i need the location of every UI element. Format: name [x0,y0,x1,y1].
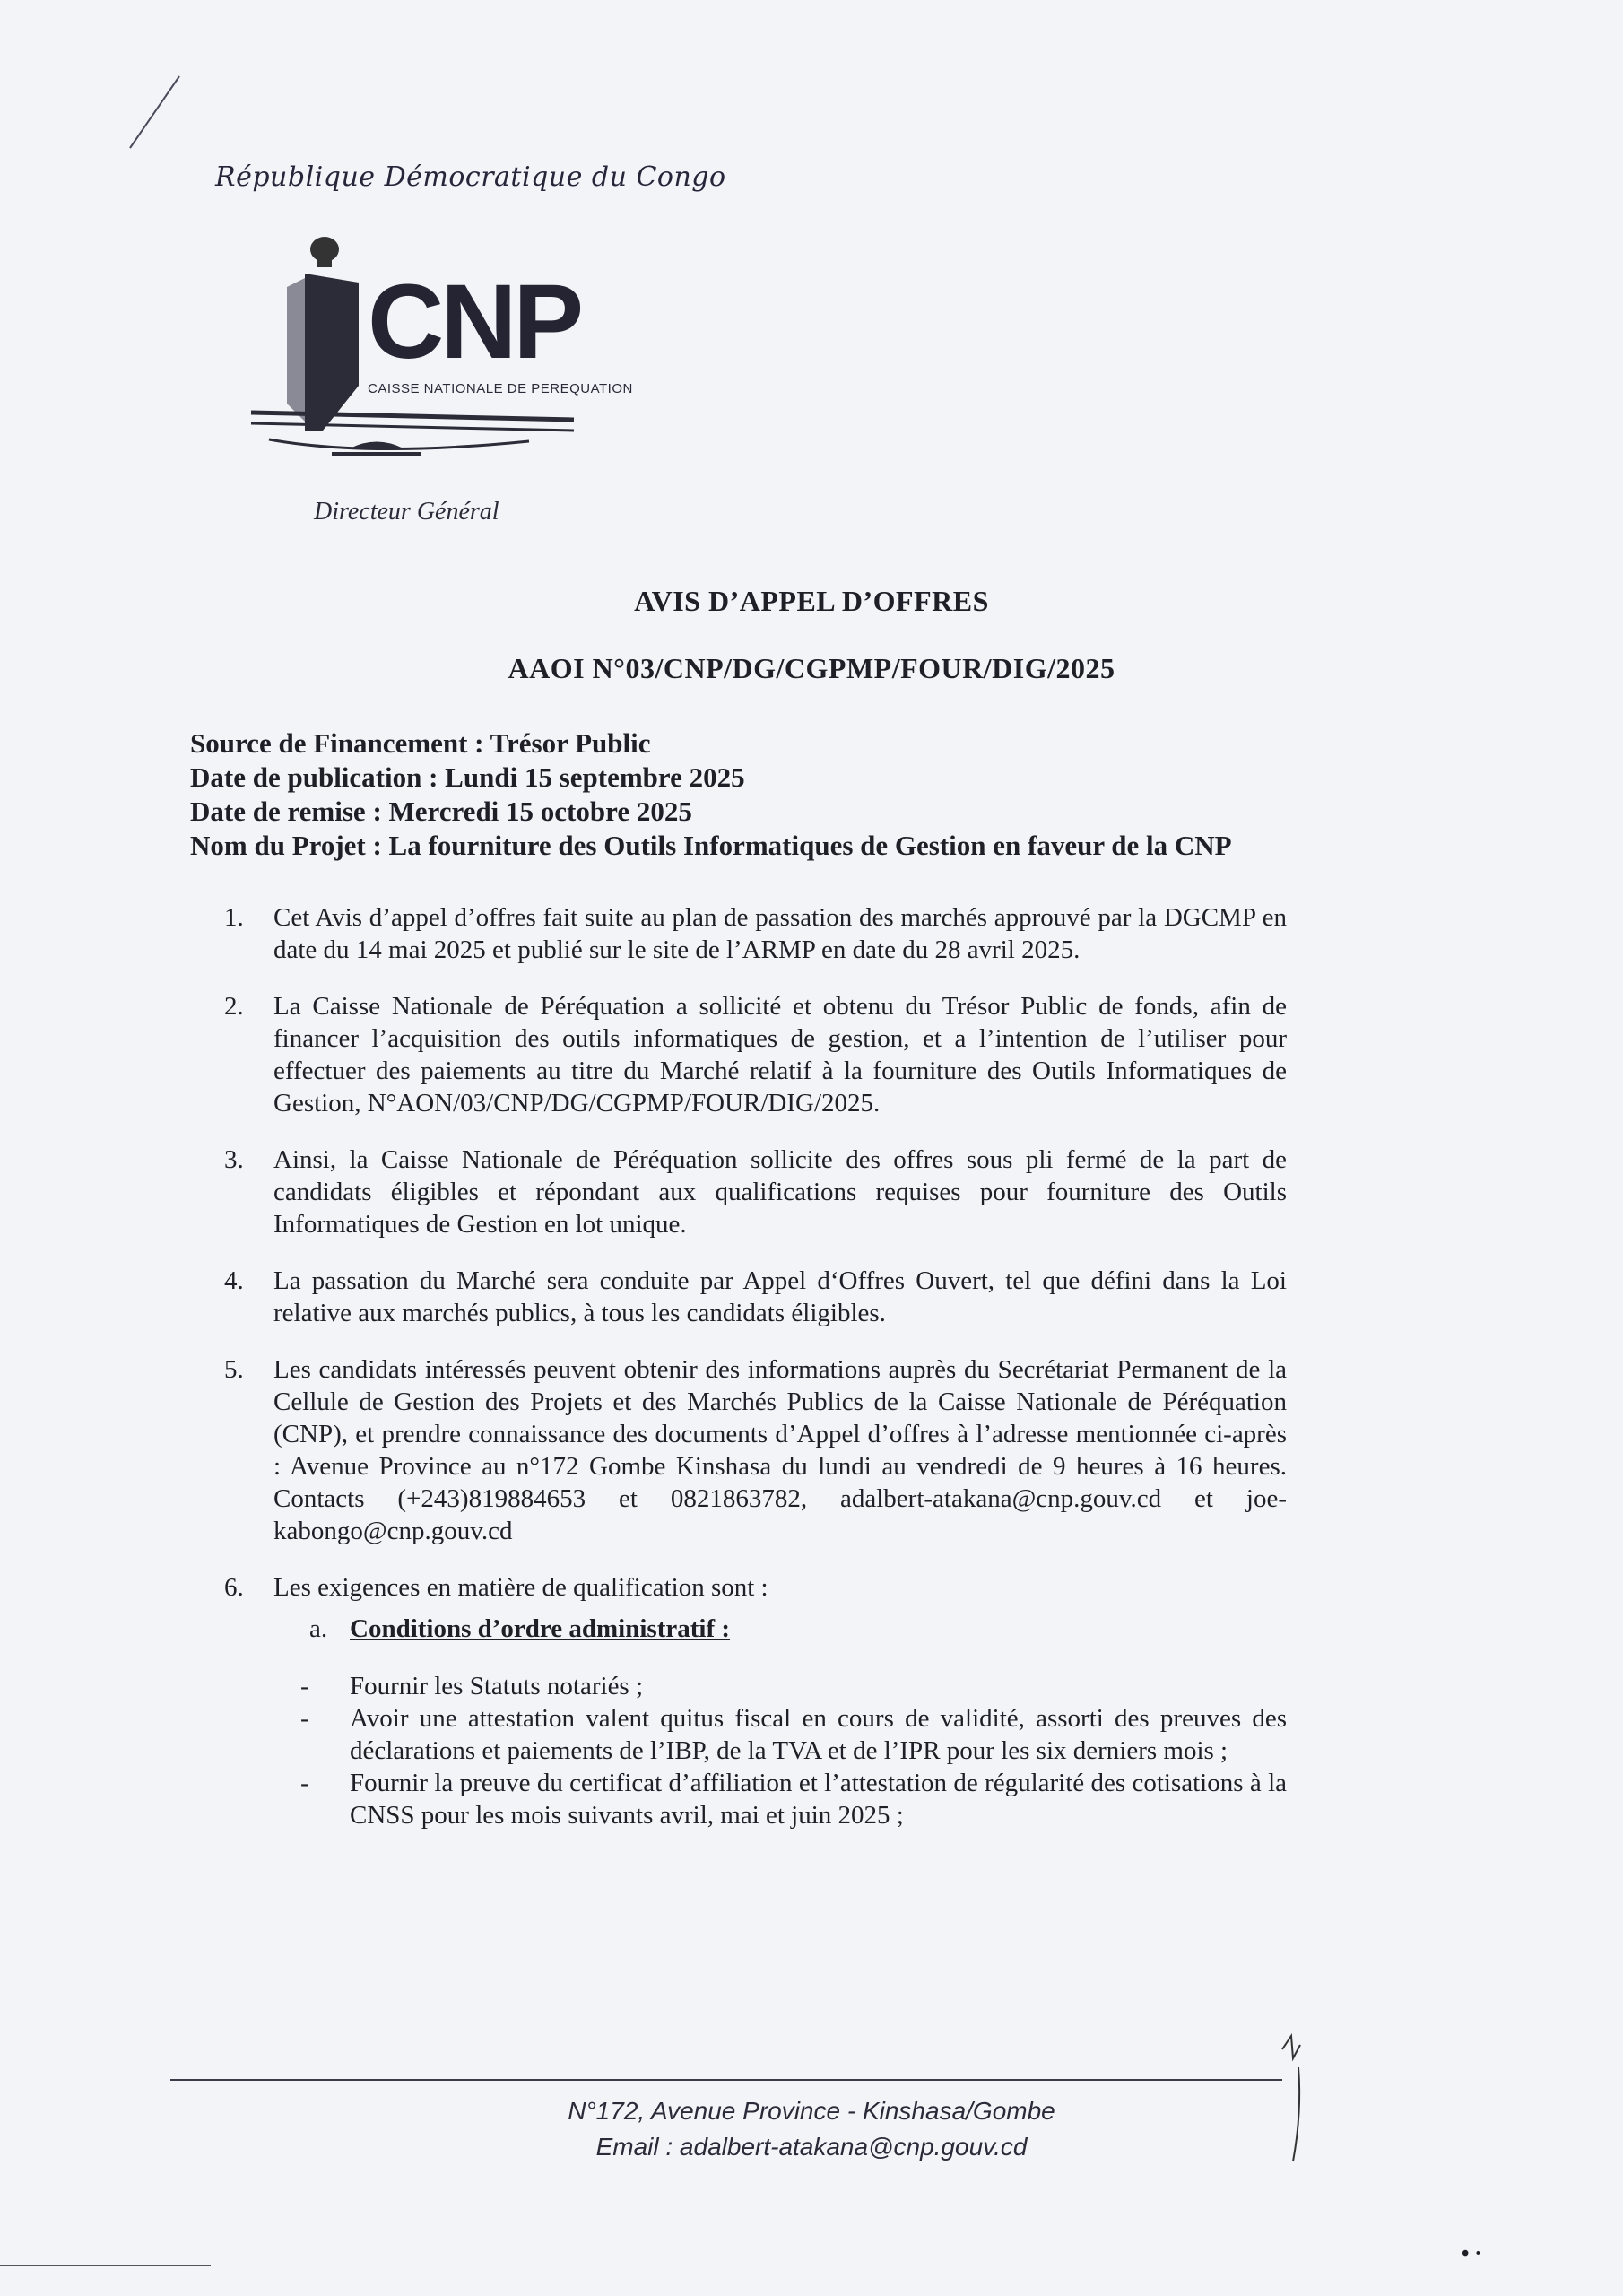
item-text: Ainsi, la Caisse Nationale de Péréquation sollicite des offres sous pli fermé de la part de candidats éligibles et répondant aux qualifications requises pour fourniture des Outils Informatiques de Gestion en lot unique. [273,1145,1287,1239]
item-number: 2. [224,992,244,1021]
submission-date: Date de remise : Mercredi 15 octobre 2025 [190,796,692,827]
item-number: 1. [224,903,244,932]
dash-bullet: - [300,1769,309,1797]
cnp-logo [233,233,633,466]
logo-wordmark: CNP [368,263,581,381]
republic-heading: République Démocratique du Congo [215,161,726,193]
bullet-text: Fournir la preuve du certificat d’affiliation et l’attestation de régularité des cotisations à la CNSS pour les mois suivants avril, mai et juin 2025 ; [350,1769,1287,1830]
item-number: 5. [224,1355,244,1384]
sub-section-letter: a. [309,1614,328,1643]
list-item [224,1144,1287,1240]
logo-subtitle: CAISSE NATIONALE DE PEREQUATION [368,381,633,396]
list-item [224,1353,1287,1547]
bullet-text: Avoir une attestation valent quitus fiscal en cours de validité, assorti des preuves des déclarations et paiements de l’IBP, de la TVA et de l’IPR pour les six derniers mois ; [350,1704,1287,1765]
item-text: Les candidats intéressés peuvent obtenir des informations auprès du Secrétariat Permanent de la Cellule de Gestion des Projets et des Marchés Publics de la Caisse Nationale de Péréquation (CNP), et prendre connaissance des documents d’Appel d’offres à l’adresse mentionnée ci-après : Avenue Province au n°172 Gombe Kinshasa du lundi au vendredi de 9 heures à 16 heures. Contacts (+243)819884653 et 0821863782, adalbert-atakana@cnp.gouv.cd et joe-kabongo@cnp.gouv.cd [273,1355,1287,1545]
item-text: Cet Avis d’appel d’offres fait suite au plan de passation des marchés approuvé par la DGCMP en date du 14 mai 2025 et publié sur le site de l’ARMP en date du 28 avril 2025. [273,903,1287,964]
footer-address: N°172, Avenue Province - Kinshasa/Gombe [568,2097,1055,2125]
item-text: Les exigences en matière de qualification sont : [273,1573,768,1602]
page-marks: • · [1462,2242,1482,2266]
sub-section-title: Conditions d’ordre administratif : [350,1614,731,1643]
bullet-text: Fournir les Statuts notariés ; [350,1672,644,1700]
dash-bullet: - [300,1672,309,1700]
bottom-divider [0,2265,211,2266]
reference-number: AAOI N°03/CNP/DG/CGPMP/FOUR/DIG/2025 [508,652,1115,684]
list-item [224,1571,1287,1645]
item-text: La passation du Marché sera conduite par Appel d‘Offres Ouvert, tel que défini dans la Loi relative aux marchés publics, à tous les candidats éligibles. [273,1266,1287,1327]
list-item [224,901,1287,966]
item-text: La Caisse Nationale de Péréquation a sollicité et obtenu du Trésor Public de fonds, afin de financer l’acquisition des outils informatiques de gestion, et a l’intention de l’utiliser pour effectuer des paiements au titre du Marché relatif à la fourniture des Outils Informatiques de Gestion, N°AON/03/CNP/DG/CGPMP/FOUR/DIG/2025. [273,992,1287,1118]
list-item [224,1265,1287,1329]
director-title: Directeur Général [314,498,499,526]
item-number: 6. [224,1573,244,1602]
numbered-list [224,901,1287,1831]
footer-divider [170,2079,1282,2081]
bullet-item [300,1767,1287,1831]
item-number: 3. [224,1145,244,1174]
dash-bullet: - [300,1704,309,1733]
footer-email: Email : adalbert-atakana@cnp.gouv.cd [595,2133,1028,2161]
item-number: 4. [224,1266,244,1295]
list-item [224,990,1287,1119]
bullet-item [300,1702,1287,1767]
financing-source: Source de Financement : Trésor Public [190,727,651,759]
sub-section [309,1613,1287,1645]
bullet-item [300,1670,1287,1702]
tender-details [190,726,1232,863]
project-name: Nom du Projet : La fourniture des Outils Informatiques de Gestion en faveur de la CNP [190,830,1232,861]
publication-date: Date de publication : Lundi 15 septembre 2025 [190,761,745,793]
pen-stroke-mark [126,72,188,152]
bullet-list [300,1670,1287,1831]
document-title: AVIS D’APPEL D’OFFRES [634,585,989,617]
